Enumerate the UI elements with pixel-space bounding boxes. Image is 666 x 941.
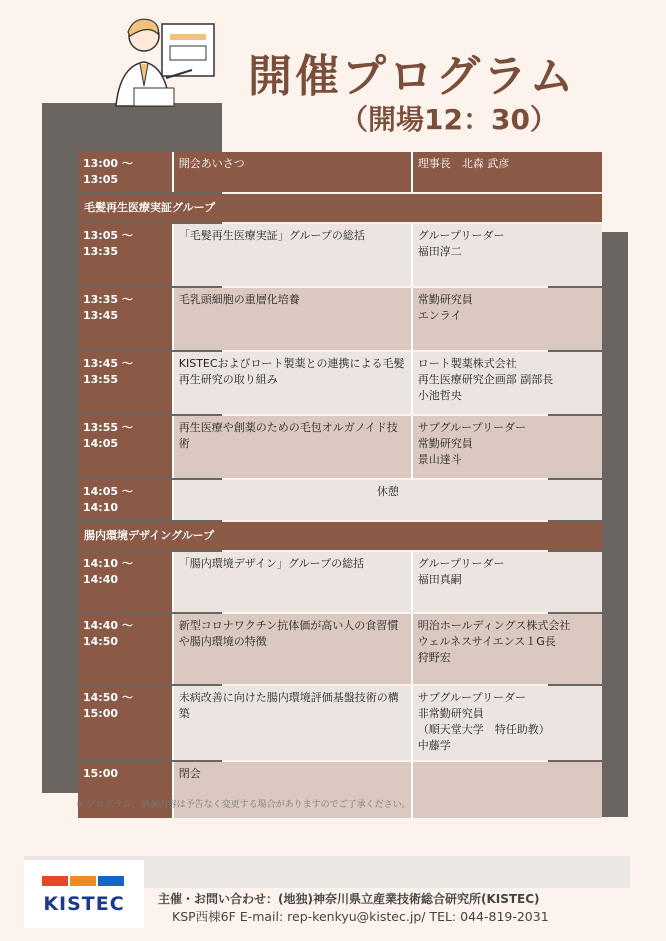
speaker-cell (413, 288, 602, 350)
talk-cell: 「腸内環境デザイン」グループの総括 (174, 552, 413, 612)
contact-line: KSP西棟6F E-mail: rep-kenkyu@kistec.jp/ TEL: 044-819-2031 (172, 909, 549, 924)
time-cell: 13:00 ～ 13:05 (78, 152, 174, 192)
time-cell: 13:35 ～ 13:45 (78, 288, 174, 350)
table-row (78, 686, 602, 760)
table-row (78, 288, 602, 350)
speaker-line: （順天堂大学 特任助教） (417, 723, 550, 736)
logo-text: KISTEC (43, 893, 125, 915)
speaker-line: ウェルネスサイエンス１G長 (417, 635, 556, 648)
disclaimer-note: ※ プログラム、講演内容は予告なく変更する場合がありますのでご了承ください。 (76, 800, 411, 810)
time-cell: 13:05 ～ 13:35 (78, 224, 174, 286)
speaker-cell (413, 416, 602, 478)
speaker-cell (413, 686, 602, 760)
table-row (78, 224, 602, 286)
speaker-line: 常勤研究員 (417, 437, 473, 450)
time-cell: 13:45 ～ 13:55 (78, 352, 174, 414)
table-row (78, 552, 602, 612)
speaker-line: 狩野宏 (417, 651, 451, 664)
table-row (78, 614, 602, 684)
speaker-cell (413, 552, 602, 612)
speaker-line: エンライ (417, 309, 462, 322)
time-cell: 14:05 ～ 14:10 (78, 480, 174, 520)
group-header (78, 194, 602, 222)
speaker-cell (413, 762, 602, 818)
time-cell: 14:40 ～ 14:50 (78, 614, 174, 684)
speaker-line: グループリーダー (417, 557, 505, 570)
page-subtitle: （開場12：30） (340, 103, 558, 136)
speaker-line: 福田淳二 (417, 245, 462, 258)
speaker-line: 小池哲央 (417, 389, 462, 402)
speaker-line: サブグループリーダー (417, 421, 527, 434)
talk-cell: 新型コロナワクチン抗体価が高い人の食習慣や腸内環境の特徴 (174, 614, 413, 684)
talk-cell: 再生医療や創薬のための毛包オルガノイド技術 (174, 416, 413, 478)
speaker-cell (413, 352, 602, 414)
speaker-cell (413, 614, 602, 684)
organizer-line: 主催・お問い合わせ：(地独)神奈川県立産業技術総合研究所(KISTEC) (158, 892, 540, 906)
talk-cell: 開会あいさつ (174, 152, 413, 192)
time-cell: 14:10 ～ 14:40 (78, 552, 174, 612)
kistec-logo (24, 860, 144, 928)
opening-row (78, 152, 602, 192)
talk-cell: KISTECおよびロート製薬との連携による毛髪再生研究の取り組み (174, 352, 413, 414)
speaker-line: サブグループリーダー (417, 691, 527, 704)
speaker-cell (413, 224, 602, 286)
speaker-line: 常勤研究員 (417, 293, 473, 306)
talk-cell: 未病改善に向けた腸内環境評価基盤技術の構築 (174, 686, 413, 760)
time-cell: 13:55 ～ 14:05 (78, 416, 174, 478)
table-row (78, 416, 602, 478)
speaker-line: ロート製薬株式会社 (417, 357, 517, 370)
speaker-cell: 理事長 北森 武彦 (413, 152, 602, 192)
speaker-line: 景山達斗 (417, 453, 462, 466)
logo-stripes-icon (42, 874, 124, 888)
time-cell: 15:00 (78, 762, 174, 818)
page-title: 開催プログラム (248, 51, 577, 102)
program-table (78, 150, 602, 820)
table-row (78, 352, 602, 414)
group-title: 毛髪再生医療実証グループ (78, 194, 602, 222)
speaker-line: 再生医療研究企画部 副部長 (417, 373, 554, 386)
speaker-line: 明治ホールディングス株式会社 (417, 619, 571, 632)
talk-cell: 閉会 (174, 762, 413, 818)
break-label: 休憩 (174, 480, 602, 520)
speaker-line: グループリーダー (417, 229, 505, 242)
speaker-line: 中藤学 (417, 739, 451, 752)
talk-cell: 毛乳頭細胞の重層化培養 (174, 288, 413, 350)
break-row (78, 480, 602, 520)
speaker-line: 福田真嗣 (417, 573, 462, 586)
talk-cell: 「毛髪再生医療実証」グループの総括 (174, 224, 413, 286)
speaker-line: 非常勤研究員 (417, 707, 484, 720)
presenter-illustration-icon (100, 10, 230, 110)
time-cell: 14:50 ～ 15:00 (78, 686, 174, 760)
group-title: 腸内環境デザイングループ (78, 522, 602, 550)
group-header (78, 522, 602, 550)
